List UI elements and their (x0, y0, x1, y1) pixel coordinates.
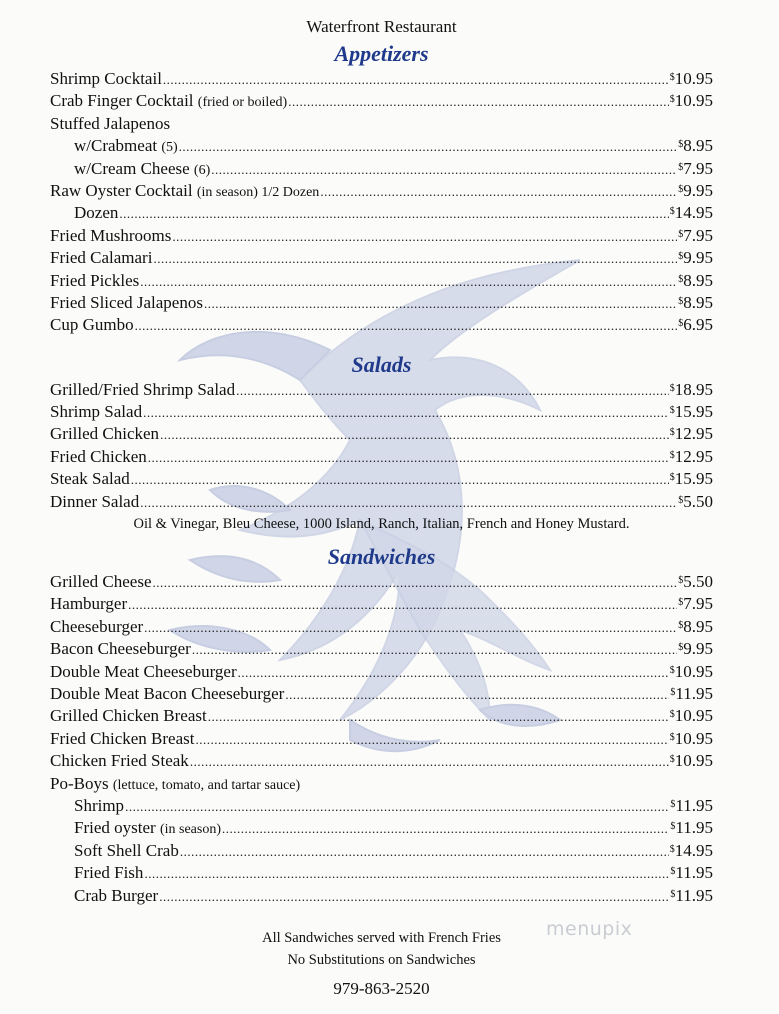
menu-item: Crab Burger ..... $11.95 (50, 885, 713, 907)
menu-item: Fried Mushrooms ..... $7.95 (50, 225, 713, 247)
price: $8.95 (678, 136, 713, 156)
price: $18.95 (669, 379, 713, 399)
menu-item: Grilled/Fried Shrimp Salad ..... $18.95 (50, 379, 713, 401)
price: $7.95 (678, 225, 713, 245)
price: $14.95 (669, 203, 713, 223)
price: $10.95 (669, 91, 713, 111)
menu-item: Shrimp Cocktail ..... $10.95 (50, 68, 713, 90)
menu-item: Cheeseburger ..... $8.95 (50, 616, 713, 638)
price: $8.95 (678, 270, 713, 290)
price: $7.95 (678, 158, 713, 178)
menu-item: Hamburger ..... $7.95 (50, 593, 713, 615)
menu-item: Chicken Fried Steak ..... $10.95 (50, 750, 713, 772)
price: $6.95 (678, 315, 713, 335)
price: $10.95 (669, 661, 713, 681)
price: $8.95 (678, 292, 713, 312)
menu-item: Double Meat Bacon Cheeseburger ..... $11.95 (50, 683, 713, 705)
menu-item: Dinner Salad ..... $5.50 (50, 491, 713, 513)
menu-item: Steak Salad ..... $15.95 (50, 468, 713, 490)
menu-item: Stuffed Jalapenos (50, 113, 171, 133)
menu-item: Raw Oyster Cocktail (in season) 1/2 Dozen ..... $9.95 (50, 180, 713, 202)
price: $7.95 (678, 594, 713, 614)
menu-item: Fried Fish ..... $11.95 (50, 862, 713, 884)
price: $10.95 (669, 69, 713, 88)
menu-item: w/Cream Cheese (6) ..... $7.95 (50, 158, 713, 180)
salads-heading: Salads (351, 351, 412, 377)
price: $9.95 (678, 248, 713, 268)
price: $11.95 (670, 885, 713, 905)
menu-item: Crab Finger Cocktail (fried or boiled) ..... $10.95 (50, 90, 713, 112)
menu-item: Double Meat Cheeseburger ..... $10.95 (50, 661, 713, 683)
price: $10.95 (669, 728, 713, 748)
price: $8.95 (678, 616, 713, 636)
menu-item: Cup Gumbo ..... $6.95 (50, 314, 713, 336)
footer-substitutions-note: No Substitutions on Sandwiches (287, 951, 476, 968)
phone-number: 979-863-2520 (333, 978, 430, 998)
appetizers-heading: Appetizers (334, 41, 429, 66)
menu-item: Dozen ..... $14.95 (50, 202, 713, 224)
price: $9.95 (678, 639, 713, 659)
price: $12.95 (669, 424, 713, 444)
price: $9.95 (678, 180, 713, 200)
footer-fries-note: All Sandwiches served with French Fries (262, 929, 501, 946)
menu-item: Grilled Cheese ..... $5.50 (50, 571, 713, 593)
price: $5.50 (678, 491, 713, 511)
price: $14.95 (669, 840, 713, 860)
menu-item: Grilled Chicken ..... $12.95 (50, 423, 713, 445)
sandwiches-heading: Sandwiches (327, 544, 436, 570)
price: $15.95 (669, 402, 713, 422)
price: $12.95 (669, 446, 713, 466)
price: $15.95 (669, 469, 713, 489)
menu-item: Fried Pickles ..... $8.95 (50, 270, 713, 292)
menu-item: Fried oyster (in season) ..... $11.95 (50, 817, 713, 839)
menu-item: Grilled Chicken Breast ..... $10.95 (50, 705, 713, 727)
menu-item: Fried Chicken ..... $12.95 (50, 446, 713, 468)
price: $11.95 (670, 795, 713, 815)
menu-item: Shrimp Salad ..... $15.95 (50, 401, 713, 423)
price: $11.95 (670, 818, 713, 838)
menu-item: Po-Boys (lettuce, tomato, and tartar sauce) (50, 773, 301, 793)
menu-item: Fried Sliced Jalapenos ..... $8.95 (50, 292, 713, 314)
menu-item: Fried Chicken Breast ..... $10.95 (50, 728, 713, 750)
dressing-options: Oil & Vinegar, Bleu Cheese, 1000 Island, Ranch, Italian, French and Honey Mustard. (133, 516, 630, 533)
menu-item: w/Crabmeat (5) ..... $8.95 (50, 135, 713, 157)
menu-item: Shrimp ..... $11.95 (50, 795, 713, 817)
price: $10.95 (669, 751, 713, 771)
price: $11.95 (670, 683, 713, 703)
price: $5.50 (678, 572, 713, 592)
menu-item: Bacon Cheeseburger ..... $9.95 (50, 638, 713, 660)
menupix-watermark-logo: menupix (546, 918, 633, 940)
price: $10.95 (669, 706, 713, 726)
menu-item: Soft Shell Crab ..... $14.95 (50, 840, 713, 862)
restaurant-name: Waterfront Restaurant (306, 17, 457, 36)
menu-item: Fried Calamari ..... $9.95 (50, 247, 713, 269)
price: $11.95 (670, 863, 713, 883)
menu-content (50, 16, 713, 1001)
